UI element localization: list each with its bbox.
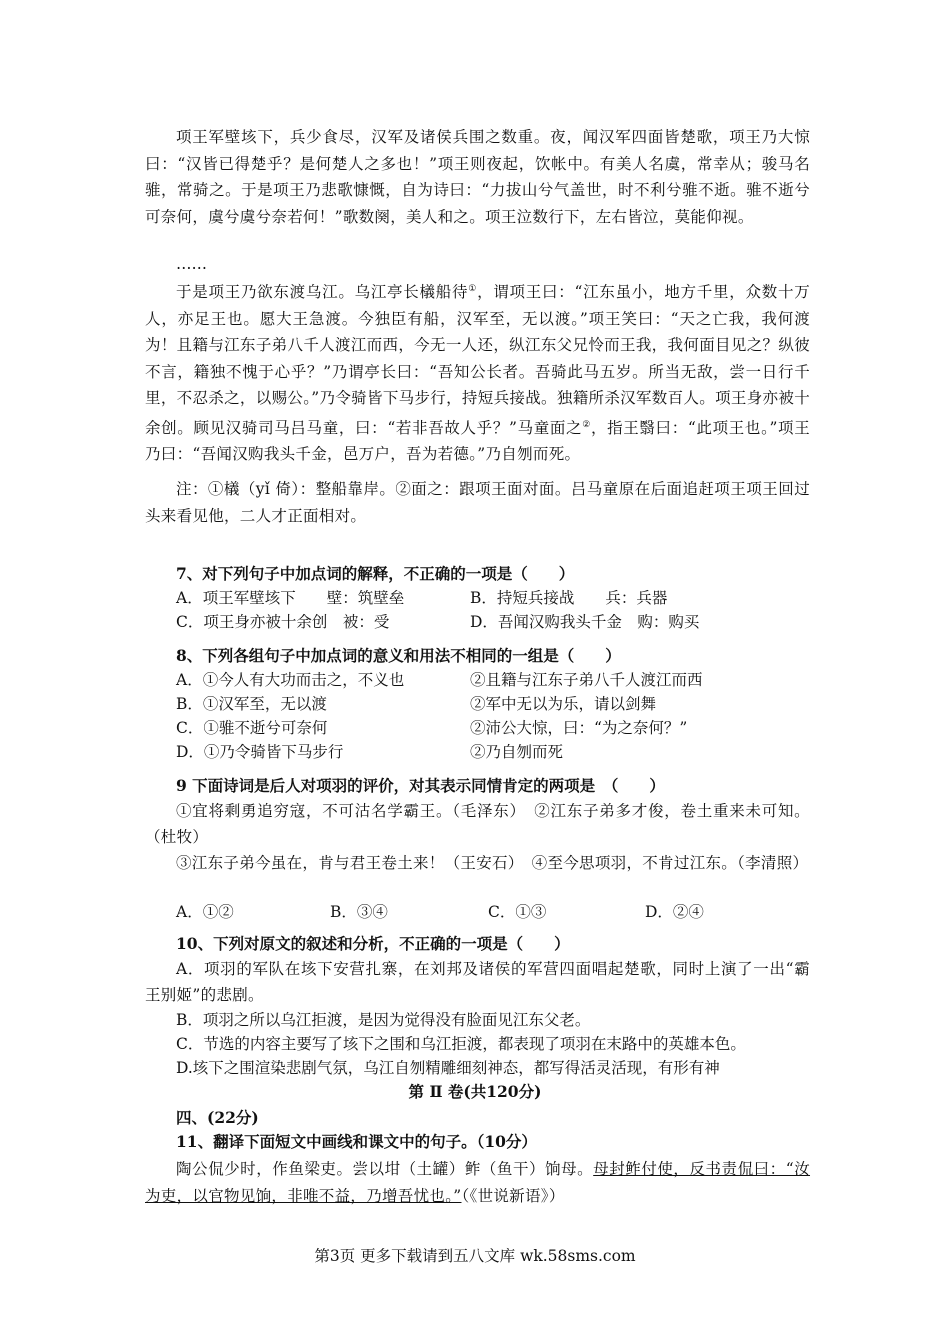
question-9-line-2: ③江东子弟今虽在，肯与君王卷土来！（王安石） ④至今思项羽，不肯过江东。（李清照） (176, 854, 809, 872)
page-footer: 第3页 更多下载请到五八文库 wk.58sms.com (314, 1247, 636, 1265)
passage-paragraph-1: 项王军壁垓下，兵少食尽，汉军及诸侯兵围之数重。夜，闻汉军四面皆楚歌，项王乃大惊曰：“汉皆已得楚乎？是何楚人之多也！”项王则夜起，饮帐中。有美人名虞，常幸从；骏马名骓，常骑之。于是项王乃悲歌慷慨，自为诗曰：“力拔山兮气盖世，时不利兮骓不逝。骓不逝兮可奈何，虞兮虞兮奈若何！”歌数阕，美人和之。项王泣数行下，左右皆泣，莫能仰视。 (145, 128, 810, 226)
passage-paragraph-2b: ，谓项王曰：“江东虽小，地方千里，众数十万人，亦足王也。愿大王急渡。今独臣有船，汉军至，无以渡。”项王笑曰：“天之亡我，我何渡为！且籍与江东子弟八千人渡江而西，今无一人还，纵江东父兄怜而王我，我何面目见之？纵彼不言，籍独不愧于心乎？”乃谓亭长曰：“吾知公长者。吾骑此马五岁。所当无敌，尝一日行千里，不忍杀之，以赐公。”乃令骑皆下马步行，持短兵接战。独籍所杀汉军数百人。项王身亦被十余创。顾见汉骑司马吕马童，曰：“若非吾故人乎？”马童面之 (145, 283, 810, 437)
question-8-option-d1: D．①乃令骑皆下马步行 (176, 743, 344, 761)
question-9-stem: 9 下面诗词是后人对项羽的评价，对其表示同情肯定的两项是 （ ） (176, 776, 665, 795)
question-9-option-a: A．①② (176, 903, 234, 921)
part-4-heading: 四、(22分) (176, 1108, 259, 1127)
passage-paragraph-2a: 于是项王乃欲东渡乌江。乌江亭长檥船待 (176, 283, 469, 302)
passage-ellipsis: …… (176, 255, 207, 273)
question-11-text-underlined: 母封鲊付使，反书责侃曰：“汝为吏，以官物见饷，非唯不益，乃增吾忧也。” (145, 1160, 811, 1205)
question-10-stem: 10、下列对原文的叙述和分析，不正确的一项是（ ） (176, 934, 570, 953)
question-11-text (145, 1156, 810, 1210)
question-11-text-plain: 陶公侃少时，作鱼梁吏。尝以坩（土罐）鲊（鱼干）饷母。 (176, 1160, 594, 1178)
question-7-option-d: D．吾闻汉购我头千金 购：购买 (470, 613, 700, 631)
question-7-option-b: B．持短兵接战 兵：兵器 (470, 589, 668, 607)
question-8-option-c1: C．①骓不逝兮可奈何 (176, 719, 328, 737)
question-10-option-a: A．项羽的军队在垓下安营扎寨，在刘邦及诸侯的军营四面唱起楚歌，同时上演了一出“霸王别姬”的悲剧。 (145, 960, 810, 1004)
passage-note: 注：①檥（yǐ 倚）：整船靠岸。②面之：跟项王面对面。吕马童原在后面追赶项王项王回过头来看见他，二人才正面相对。 (145, 480, 810, 525)
question-10-option-c: C．节选的内容主要写了垓下之围和乌江拒渡，都表现了项羽在末路中的英雄本色。 (176, 1035, 746, 1053)
passage-paragraph-2 (145, 276, 810, 468)
question-10-option-d: D.垓下之围渲染悲剧气氛，乌江自刎精雕细刻神态，都写得活灵活现，有形有神 (176, 1059, 720, 1077)
question-7-stem: 7、对下列句子中加点词的解释，不正确的一项是（ ） (176, 564, 575, 583)
question-7-option-a: A．项王军壁垓下 壁：筑壁垒 (176, 589, 405, 607)
footnote-mark-1: ① (468, 284, 478, 294)
question-8-option-a1: A．①今人有大功而击之，不义也 (176, 671, 405, 689)
question-8-option-b2: ②军中无以为乐，请以剑舞 (470, 695, 657, 713)
question-11-source: （《世说新语》） (461, 1187, 565, 1205)
question-8-stem: 8、下列各组句子中加点词的意义和用法不相同的一组是（ ） (176, 646, 621, 665)
question-9-line-1: ①宜将剩勇追穷寇，不可沽名学霸王。（毛泽东） ②江东子弟多才俊，卷土重来未可知。（杜牧） (145, 802, 810, 846)
section-2-heading: 第 Ⅱ 卷(共120分) (408, 1082, 542, 1101)
question-10-option-b: B．项羽之所以乌江拒渡，是因为觉得没有脸面见江东父老。 (176, 1011, 591, 1029)
question-11-stem: 11、翻译下面短文中画线和课文中的句子。（10分） (176, 1132, 537, 1151)
question-8-option-a2: ②且籍与江东子弟八千人渡江而西 (470, 671, 703, 689)
footnote-mark-2: ② (582, 419, 591, 430)
question-7-option-c: C．项王身亦被十余创 被：受 (176, 613, 390, 631)
question-9-option-d: D．②④ (645, 903, 704, 921)
question-9-option-b: B．③④ (330, 903, 388, 921)
question-9-option-c: C．①③ (488, 903, 547, 921)
question-8-option-d2: ②乃自刎而死 (470, 743, 564, 761)
question-8-option-b1: B．①汉军至，无以渡 (176, 695, 327, 713)
passage-paragraph-2c: ，指王翳曰：“此项王也。”项王乃曰：“吾闻汉购我头千金，邑万户，吾为若德。”乃自刎而死。 (145, 418, 811, 464)
question-8-option-c2: ②沛公大惊，曰：“为之奈何？” (470, 719, 688, 737)
